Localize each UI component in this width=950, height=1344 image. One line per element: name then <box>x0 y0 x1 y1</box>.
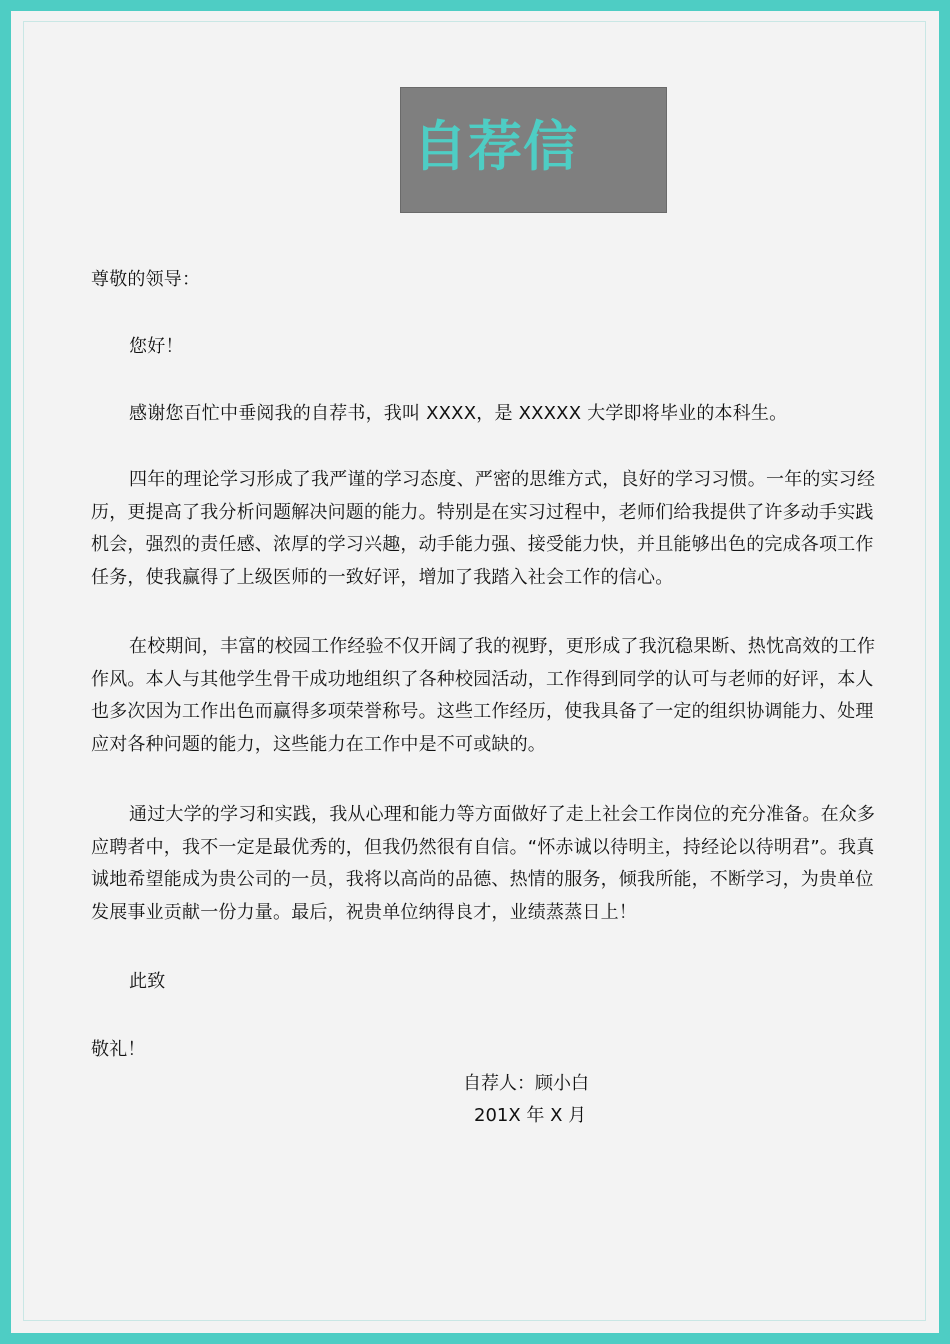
page-title: 自荐信 <box>413 115 578 178</box>
paragraph-intro: 感谢您百忙中垂阅我的自荐书，我叫 XXXX，是 XXXXX 大学即将毕业的本科生。 <box>129 403 788 424</box>
letter-page <box>11 11 939 1333</box>
salutation: 尊敬的领导： <box>91 269 201 290</box>
paragraph-study: 四年的理论学习形成了我严谨的学习态度、严密的思维方式，良好的学习习惯。一年的实习经历，更提高了我分析问题解决问题的能力。特别是在实习过程中，老师们给我提供了许多动手实践机会，强烈的责任感、浓厚的学习兴趣，动手能力强、接受能力快，并且能够出色的完成各项工作任务，使我赢得了上级医师的一致好评，增加了我踏入社会工作的信心。 <box>91 469 876 588</box>
signature-date: 201X 年 X 月 <box>474 1105 587 1126</box>
greeting: 您好！ <box>129 336 184 357</box>
paragraph-conclusion: 通过大学的学习和实践，我从心理和能力等方面做好了走上社会工作岗位的充分准备。在众多应聘者中，我不一定是最优秀的，但我仍然很有自信。“怀赤诚以待明主，持经论以待明君”。我真诚地希望能成为贵公司的一员，我将以高尚的品德、热情的服务，倾我所能，不断学习，为贵单位发展事业贡献一份力量。最后，祝贵单位纳得良才，业绩蒸蒸日上！ <box>91 804 876 923</box>
title-banner <box>400 87 667 213</box>
paragraph-campus: 在校期间，丰富的校园工作经验不仅开阔了我的视野，更形成了我沉稳果断、热忱高效的工作作风。本人与其他学生骨干成功地组织了各种校园活动，工作得到同学的认可与老师的好评，本人也多次因为工作出色而赢得多项荣誉称号。这些工作经历，使我具备了一定的组织协调能力、处理应对各种问题的能力，这些能力在工作中是不可或缺的。 <box>91 636 876 755</box>
closing-jingli: 敬礼！ <box>91 1039 146 1060</box>
closing-cizhi: 此致 <box>129 971 166 992</box>
signature-name: 自荐人：顾小白 <box>463 1073 589 1094</box>
